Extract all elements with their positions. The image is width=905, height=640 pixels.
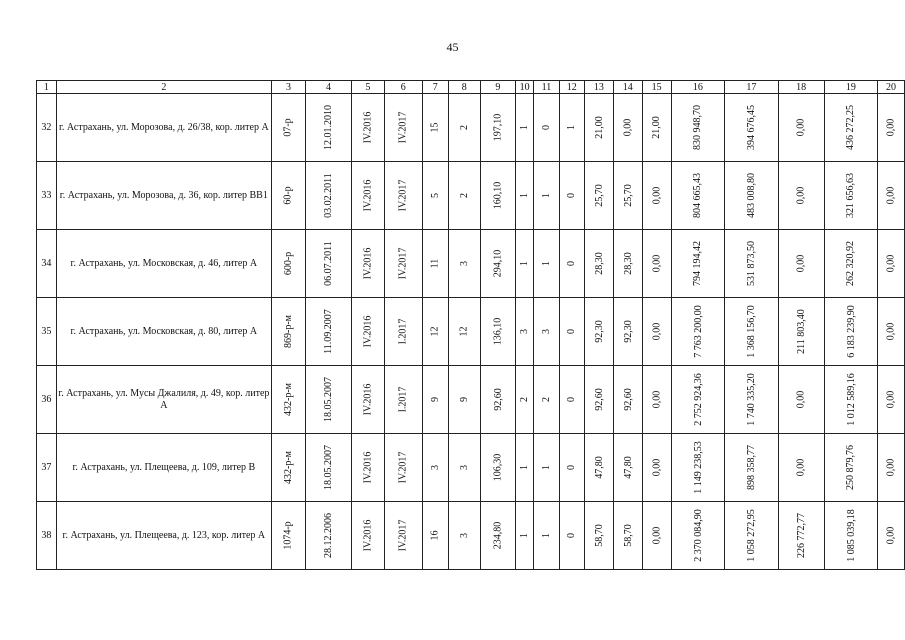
cell-value: 1	[540, 533, 552, 538]
cell-value: 0,00	[651, 458, 663, 477]
cell-value: 197,10	[492, 113, 504, 142]
cell-value: 1 058 272,95	[745, 509, 757, 562]
cell-c7	[422, 366, 448, 434]
cell-value: 28.12.2006	[322, 513, 334, 558]
cell-value: 1	[519, 125, 531, 130]
cell-c20	[878, 230, 905, 298]
row-number-cell: 38	[37, 502, 57, 570]
cell-value: 0,00	[795, 118, 807, 137]
cell-value: 58,70	[622, 524, 634, 547]
cell-c18	[778, 366, 824, 434]
cell-value: 3	[519, 329, 531, 334]
row-number-cell: 32	[37, 94, 57, 162]
cell-c8	[448, 502, 480, 570]
cell-value: 12	[429, 326, 441, 337]
cell-value: 234,80	[492, 521, 504, 550]
header-cell: 4	[305, 81, 351, 94]
cell-c18	[778, 298, 824, 366]
cell-value: 160,10	[492, 181, 504, 210]
cell-value: IV.2016	[362, 247, 374, 280]
cell-value: 0,00	[885, 254, 897, 273]
cell-c14	[613, 366, 642, 434]
cell-value: 436 272,25	[845, 105, 857, 150]
row-number-cell: 34	[37, 230, 57, 298]
header-cell: 17	[725, 81, 779, 94]
cell-value: 03.02.2011	[322, 173, 334, 218]
cell-value: 58,70	[593, 524, 605, 547]
cell-value: 432-р-м	[282, 383, 294, 416]
cell-value: 21,00	[593, 116, 605, 139]
cell-value: 21,00	[651, 116, 663, 139]
cell-value: 898 358,77	[745, 445, 757, 490]
cell-value: 1074-р	[282, 521, 294, 550]
cell-c15	[642, 502, 671, 570]
cell-value: 7 763 200,00	[692, 305, 704, 358]
cell-value: 226 772,77	[795, 513, 807, 558]
cell-value: 0,00	[651, 526, 663, 545]
cell-value: 18.05.2007	[322, 445, 334, 490]
header-cell: 7	[422, 81, 448, 94]
cell-value: 0,00	[651, 322, 663, 341]
cell-value: IV.2016	[362, 519, 374, 552]
cell-value: 0,00	[885, 322, 897, 341]
cell-value: 2 752 924,36	[692, 373, 704, 426]
table-row	[37, 162, 905, 230]
header-cell: 3	[271, 81, 305, 94]
cell-value: IV.2017	[397, 111, 409, 144]
page-number: 45	[446, 40, 459, 54]
cell-c9	[480, 366, 515, 434]
cell-c12	[559, 94, 584, 162]
cell-c5	[351, 298, 384, 366]
cell-value: 3	[458, 261, 470, 266]
cell-c13	[584, 434, 613, 502]
cell-c3	[271, 366, 305, 434]
cell-value: 11	[429, 258, 441, 269]
cell-value: 262 320,92	[845, 241, 857, 286]
cell-c14	[613, 502, 642, 570]
cell-value: 531 873,50	[745, 241, 757, 286]
cell-c7	[422, 94, 448, 162]
address-cell: г. Астрахань, ул. Московская, д. 80, литер А	[56, 298, 271, 366]
cell-value: 15	[429, 122, 441, 133]
cell-c20	[878, 434, 905, 502]
table-row	[37, 434, 905, 502]
cell-value: 2	[458, 125, 470, 130]
address-cell: г. Астрахань, ул. Морозова, д. 36, кор. литер ВВ1	[56, 162, 271, 230]
cell-c15	[642, 298, 671, 366]
cell-c16	[671, 502, 725, 570]
header-cell: 18	[778, 81, 824, 94]
cell-c15	[642, 366, 671, 434]
cell-c10	[516, 298, 534, 366]
cell-c14	[613, 162, 642, 230]
cell-c16	[671, 298, 725, 366]
table-row	[37, 94, 905, 162]
cell-c9	[480, 502, 515, 570]
cell-c17	[725, 366, 779, 434]
cell-value: 106,30	[492, 453, 504, 482]
row-number-cell: 36	[37, 366, 57, 434]
header-cell: 8	[448, 81, 480, 94]
cell-value: 07-р	[282, 118, 294, 137]
cell-value: 92,60	[622, 388, 634, 411]
cell-c5	[351, 502, 384, 570]
cell-c11	[534, 298, 559, 366]
cell-c5	[351, 162, 384, 230]
cell-value: 1 149 238,53	[692, 441, 704, 494]
cell-value: 47,80	[622, 456, 634, 479]
cell-c3	[271, 230, 305, 298]
cell-c13	[584, 230, 613, 298]
cell-value: 5	[429, 193, 441, 198]
cell-value: 12.01.2010	[322, 105, 334, 150]
cell-value: IV.2016	[362, 315, 374, 348]
table-row	[37, 502, 905, 570]
cell-c20	[878, 298, 905, 366]
cell-value: 0,00	[651, 390, 663, 409]
cell-c14	[613, 298, 642, 366]
cell-c3	[271, 94, 305, 162]
cell-c13	[584, 94, 613, 162]
cell-value: 0,00	[651, 186, 663, 205]
cell-c6	[384, 162, 422, 230]
cell-c20	[878, 162, 905, 230]
cell-value: 394 676,45	[745, 105, 757, 150]
header-cell: 13	[584, 81, 613, 94]
cell-c4	[305, 366, 351, 434]
table-row	[37, 298, 905, 366]
cell-c11	[534, 502, 559, 570]
cell-value: IV.2017	[397, 179, 409, 212]
cell-value: 25,70	[622, 184, 634, 207]
cell-c9	[480, 230, 515, 298]
cell-value: 12	[458, 326, 470, 337]
cell-c19	[824, 230, 878, 298]
cell-c18	[778, 502, 824, 570]
cell-value: 0	[566, 261, 578, 266]
cell-value: 3	[429, 465, 441, 470]
cell-c5	[351, 230, 384, 298]
cell-c8	[448, 298, 480, 366]
cell-c20	[878, 502, 905, 570]
cell-c7	[422, 230, 448, 298]
cell-c17	[725, 298, 779, 366]
cell-value: IV.2017	[397, 247, 409, 280]
row-number-cell: 33	[37, 162, 57, 230]
cell-c9	[480, 298, 515, 366]
cell-value: 0,00	[795, 254, 807, 273]
cell-c4	[305, 434, 351, 502]
cell-value: 294,10	[492, 249, 504, 278]
cell-value: 47,80	[593, 456, 605, 479]
cell-value: 0,00	[885, 186, 897, 205]
cell-c10	[516, 366, 534, 434]
header-cell: 12	[559, 81, 584, 94]
cell-c10	[516, 162, 534, 230]
cell-c5	[351, 434, 384, 502]
cell-c20	[878, 94, 905, 162]
cell-value: 11.09.2007	[322, 309, 334, 354]
cell-value: 1	[519, 193, 531, 198]
cell-value: 0,00	[795, 390, 807, 409]
header-cell: 11	[534, 81, 559, 94]
cell-c15	[642, 230, 671, 298]
cell-value: 06.07.2011	[322, 241, 334, 286]
cell-c18	[778, 230, 824, 298]
cell-value: 804 665,43	[692, 173, 704, 218]
address-cell: г. Астрахань, ул. Плещеева, д. 109, литер В	[56, 434, 271, 502]
cell-value: 0,00	[885, 390, 897, 409]
cell-c6	[384, 434, 422, 502]
cell-value: 0,00	[622, 118, 634, 137]
cell-value: IV.2016	[362, 451, 374, 484]
cell-c15	[642, 434, 671, 502]
cell-value: 2	[540, 397, 552, 402]
cell-c12	[559, 434, 584, 502]
cell-value: 9	[458, 397, 470, 402]
header-cell: 15	[642, 81, 671, 94]
row-number-cell: 37	[37, 434, 57, 502]
cell-c6	[384, 502, 422, 570]
cell-c15	[642, 94, 671, 162]
header-cell: 14	[613, 81, 642, 94]
cell-value: 0,00	[795, 186, 807, 205]
cell-c4	[305, 230, 351, 298]
cell-value: 0,00	[795, 458, 807, 477]
cell-value: 600-р	[282, 251, 294, 276]
cell-c11	[534, 434, 559, 502]
table-row	[37, 366, 905, 434]
cell-c3	[271, 162, 305, 230]
cell-value: 0	[540, 125, 552, 130]
cell-value: 3	[458, 533, 470, 538]
cell-value: 483 008,80	[745, 173, 757, 218]
cell-value: 92,60	[593, 388, 605, 411]
cell-value: 1	[519, 533, 531, 538]
address-cell: г. Астрахань, ул. Морозова, д. 26/38, кор. литер А	[56, 94, 271, 162]
cell-c8	[448, 162, 480, 230]
cell-value: 0,00	[885, 118, 897, 137]
cell-c7	[422, 162, 448, 230]
cell-c11	[534, 94, 559, 162]
cell-c19	[824, 162, 878, 230]
cell-c4	[305, 502, 351, 570]
cell-c16	[671, 162, 725, 230]
cell-c20	[878, 366, 905, 434]
cell-c18	[778, 434, 824, 502]
cell-value: 60-р	[282, 186, 294, 205]
cell-c10	[516, 94, 534, 162]
cell-value: 0,00	[651, 254, 663, 273]
cell-c10	[516, 502, 534, 570]
cell-c16	[671, 94, 725, 162]
cell-c9	[480, 162, 515, 230]
cell-c19	[824, 502, 878, 570]
cell-c15	[642, 162, 671, 230]
cell-value: 6 183 239,90	[845, 305, 857, 358]
header-cell: 6	[384, 81, 422, 94]
cell-c13	[584, 162, 613, 230]
cell-value: 1 012 589,16	[845, 373, 857, 426]
cell-value: 92,30	[593, 320, 605, 343]
register-table	[36, 80, 905, 570]
cell-c14	[613, 434, 642, 502]
cell-value: 0	[566, 533, 578, 538]
cell-c6	[384, 94, 422, 162]
header-cell: 20	[878, 81, 905, 94]
cell-value: 3	[458, 465, 470, 470]
cell-c6	[384, 366, 422, 434]
cell-c4	[305, 162, 351, 230]
cell-c16	[671, 434, 725, 502]
cell-value: 0	[566, 397, 578, 402]
cell-c11	[534, 162, 559, 230]
cell-c16	[671, 366, 725, 434]
cell-value: 321 656,63	[845, 173, 857, 218]
cell-value: I.2017	[397, 386, 409, 413]
row-number-cell: 35	[37, 298, 57, 366]
header-cell: 19	[824, 81, 878, 94]
cell-c3	[271, 434, 305, 502]
cell-value: 1 085 039,18	[845, 509, 857, 562]
cell-value: IV.2016	[362, 383, 374, 416]
cell-value: 1 740 335,20	[745, 373, 757, 426]
cell-c12	[559, 502, 584, 570]
cell-c3	[271, 298, 305, 366]
cell-value: 92,60	[492, 388, 504, 411]
cell-c8	[448, 94, 480, 162]
cell-value: 136,10	[492, 317, 504, 346]
header-cell: 9	[480, 81, 515, 94]
cell-value: 25,70	[593, 184, 605, 207]
cell-value: 432-р-м	[282, 451, 294, 484]
cell-value: 1	[540, 261, 552, 266]
cell-value: 0	[566, 465, 578, 470]
cell-value: 1	[519, 465, 531, 470]
cell-c19	[824, 434, 878, 502]
cell-value: 1 368 156,70	[745, 305, 757, 358]
cell-c17	[725, 94, 779, 162]
cell-c8	[448, 366, 480, 434]
cell-value: 1	[519, 261, 531, 266]
header-cell: 16	[671, 81, 725, 94]
cell-c11	[534, 366, 559, 434]
cell-c12	[559, 162, 584, 230]
cell-value: 18.05.2007	[322, 377, 334, 422]
cell-c12	[559, 298, 584, 366]
cell-value: 211 803,40	[795, 309, 807, 354]
cell-value: IV.2016	[362, 111, 374, 144]
cell-value: I.2017	[397, 318, 409, 345]
cell-value: 869-р-м	[282, 315, 294, 348]
cell-c7	[422, 298, 448, 366]
cell-c19	[824, 366, 878, 434]
cell-value: 2	[458, 193, 470, 198]
cell-value: 28,30	[622, 252, 634, 275]
cell-value: 0,00	[885, 458, 897, 477]
header-cell: 5	[351, 81, 384, 94]
cell-value: 2 370 084,90	[692, 509, 704, 562]
cell-c7	[422, 502, 448, 570]
cell-value: IV.2017	[397, 451, 409, 484]
cell-value: 830 948,70	[692, 105, 704, 150]
cell-value: 250 879,76	[845, 445, 857, 490]
cell-c9	[480, 434, 515, 502]
cell-c5	[351, 94, 384, 162]
cell-c16	[671, 230, 725, 298]
header-cell: 1	[37, 81, 57, 94]
cell-value: 1	[540, 193, 552, 198]
cell-c8	[448, 230, 480, 298]
cell-value: 9	[429, 397, 441, 402]
cell-value: 0,00	[885, 526, 897, 545]
cell-c6	[384, 298, 422, 366]
cell-c8	[448, 434, 480, 502]
cell-value: 1	[540, 465, 552, 470]
cell-c11	[534, 230, 559, 298]
cell-c17	[725, 162, 779, 230]
address-cell: г. Астрахань, ул. Московская, д. 46, литер А	[56, 230, 271, 298]
cell-c4	[305, 94, 351, 162]
cell-value: 0	[566, 329, 578, 334]
cell-value: 28,30	[593, 252, 605, 275]
cell-value: 3	[540, 329, 552, 334]
address-cell: г. Астрахань, ул. Плещеева, д. 123, кор. литер А	[56, 502, 271, 570]
cell-c18	[778, 162, 824, 230]
cell-c12	[559, 230, 584, 298]
cell-value: IV.2016	[362, 179, 374, 212]
cell-c17	[725, 434, 779, 502]
cell-value: 1	[566, 125, 578, 130]
header-cell: 10	[516, 81, 534, 94]
cell-value: 0	[566, 193, 578, 198]
cell-c3	[271, 502, 305, 570]
cell-c13	[584, 366, 613, 434]
cell-c13	[584, 502, 613, 570]
address-cell: г. Астрахань, ул. Мусы Джалиля, д. 49, кор. литер А	[56, 366, 271, 434]
cell-value: 794 194,42	[692, 241, 704, 286]
cell-c19	[824, 94, 878, 162]
cell-value: 92,30	[622, 320, 634, 343]
cell-c4	[305, 298, 351, 366]
cell-value: IV.2017	[397, 519, 409, 552]
cell-c18	[778, 94, 824, 162]
cell-c12	[559, 366, 584, 434]
cell-c10	[516, 230, 534, 298]
cell-c17	[725, 502, 779, 570]
header-row	[37, 81, 905, 94]
header-cell: 2	[56, 81, 271, 94]
cell-c10	[516, 434, 534, 502]
table-row	[37, 230, 905, 298]
cell-c13	[584, 298, 613, 366]
cell-c7	[422, 434, 448, 502]
cell-c6	[384, 230, 422, 298]
cell-c19	[824, 298, 878, 366]
cell-value: 2	[519, 397, 531, 402]
cell-c14	[613, 230, 642, 298]
cell-c17	[725, 230, 779, 298]
cell-value: 16	[429, 530, 441, 541]
cell-c9	[480, 94, 515, 162]
cell-c14	[613, 94, 642, 162]
cell-c5	[351, 366, 384, 434]
